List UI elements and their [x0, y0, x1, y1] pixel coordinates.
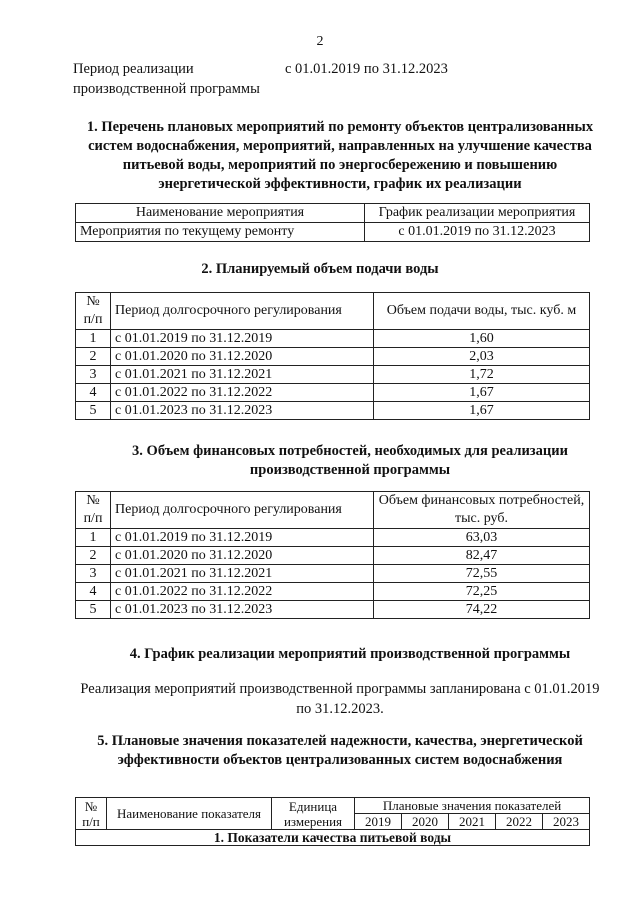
- activities-table: [75, 203, 590, 242]
- table-row: [76, 330, 590, 348]
- table-header-row: [76, 293, 590, 330]
- section2-title: 2. Планируемый объем подачи воды: [201, 261, 439, 277]
- row-value: 1,67: [374, 384, 590, 402]
- row-num: 5: [76, 402, 111, 420]
- header-num: № п/п: [76, 492, 111, 529]
- header-activity-name: Наименование мероприятия: [76, 204, 365, 223]
- table-row: [76, 529, 590, 547]
- row-period: с 01.01.2023 по 31.12.2023: [111, 402, 374, 420]
- section1-title: 1. Перечень плановых мероприятий по ремонту объектов централизованных систем водоснабжения, мероприятий, направленных на улучшение качества питьевой воды, мероприятий по энергосбережению и повышению энергетической эффективности, график их реализации: [86, 119, 594, 192]
- activity-name-cell: Мероприятия по текущему ремонту: [76, 223, 365, 242]
- row-value: 1,60: [374, 330, 590, 348]
- header-schedule: График реализации мероприятия: [365, 204, 590, 223]
- row-value: 1,72: [374, 366, 590, 384]
- row-num: 2: [76, 348, 111, 366]
- row-period: с 01.01.2022 по 31.12.2022: [111, 583, 374, 601]
- section4-text: Реализация мероприятий производственной программы запланирована с 01.01.2019 по 31.12.2023.: [80, 681, 600, 717]
- row-value: 2,03: [374, 348, 590, 366]
- row-value: 82,47: [374, 547, 590, 565]
- row-value: 1,67: [374, 402, 590, 420]
- page-number: 2: [316, 34, 324, 49]
- water-volume-table: [75, 292, 590, 420]
- header-unit: Единица измерения: [272, 798, 355, 830]
- row-value: 63,03: [374, 529, 590, 547]
- table-row: [76, 366, 590, 384]
- row-period: с 01.01.2022 по 31.12.2022: [111, 384, 374, 402]
- row-period: с 01.01.2023 по 31.12.2023: [111, 601, 374, 619]
- row-period: с 01.01.2021 по 31.12.2021: [111, 565, 374, 583]
- table-header-row: [76, 492, 590, 529]
- header-num: № п/п: [76, 293, 111, 330]
- header-year: 2022: [495, 814, 542, 830]
- section5-title: 5. Плановые значения показателей надежности, качества, энергетической эффективности объектов централизованных систем водоснабжения: [97, 733, 583, 768]
- row-period: с 01.01.2020 по 31.12.2020: [111, 348, 374, 366]
- activity-schedule-cell: с 01.01.2019 по 31.12.2023: [365, 223, 590, 242]
- header-year: 2020: [401, 814, 448, 830]
- table-section-row: [76, 830, 590, 846]
- header-num: № п/п: [76, 798, 107, 830]
- period-value: с 01.01.2019 по 31.12.2023: [285, 61, 448, 77]
- row-period: с 01.01.2021 по 31.12.2021: [111, 366, 374, 384]
- table-row: [76, 223, 590, 242]
- subsection-title: 1. Показатели качества питьевой воды: [76, 830, 590, 846]
- header-period: Период долгосрочного регулирования: [111, 293, 374, 330]
- header-year: 2019: [355, 814, 402, 830]
- table-row: [76, 384, 590, 402]
- row-num: 2: [76, 547, 111, 565]
- row-num: 4: [76, 384, 111, 402]
- table-row: [76, 348, 590, 366]
- financial-needs-table: [75, 491, 590, 619]
- table-row: [76, 601, 590, 619]
- section4-title: 4. График реализации мероприятий производственной программы: [129, 646, 571, 662]
- row-value: 72,55: [374, 565, 590, 583]
- row-num: 1: [76, 330, 111, 348]
- row-num: 3: [76, 565, 111, 583]
- row-value: 74,22: [374, 601, 590, 619]
- row-num: 3: [76, 366, 111, 384]
- indicators-table: [75, 797, 590, 846]
- table-header-row: [76, 204, 590, 223]
- table-row: [76, 547, 590, 565]
- table-row: [76, 565, 590, 583]
- row-num: 4: [76, 583, 111, 601]
- row-period: с 01.01.2019 по 31.12.2019: [111, 529, 374, 547]
- header-planned-values: Плановые значения показателей: [355, 798, 590, 814]
- row-num: 1: [76, 529, 111, 547]
- period-label: Период реализации производственной программы: [73, 61, 260, 97]
- row-value: 72,25: [374, 583, 590, 601]
- header-indicator-name: Наименование показателя: [107, 798, 272, 830]
- table-row: [76, 402, 590, 420]
- header-financial: Объем финансовых потребностей, тыс. руб.: [374, 492, 590, 529]
- header-year: 2021: [448, 814, 495, 830]
- header-period: Период долгосрочного регулирования: [111, 492, 374, 529]
- row-period: с 01.01.2019 по 31.12.2019: [111, 330, 374, 348]
- header-volume: Объем подачи воды, тыс. куб. м: [374, 293, 590, 330]
- table-row: [76, 583, 590, 601]
- header-year: 2023: [542, 814, 589, 830]
- row-period: с 01.01.2020 по 31.12.2020: [111, 547, 374, 565]
- section3-title: 3. Объем финансовых потребностей, необходимых для реализации производственной программы: [132, 443, 568, 478]
- table-header-row: [76, 798, 590, 814]
- row-num: 5: [76, 601, 111, 619]
